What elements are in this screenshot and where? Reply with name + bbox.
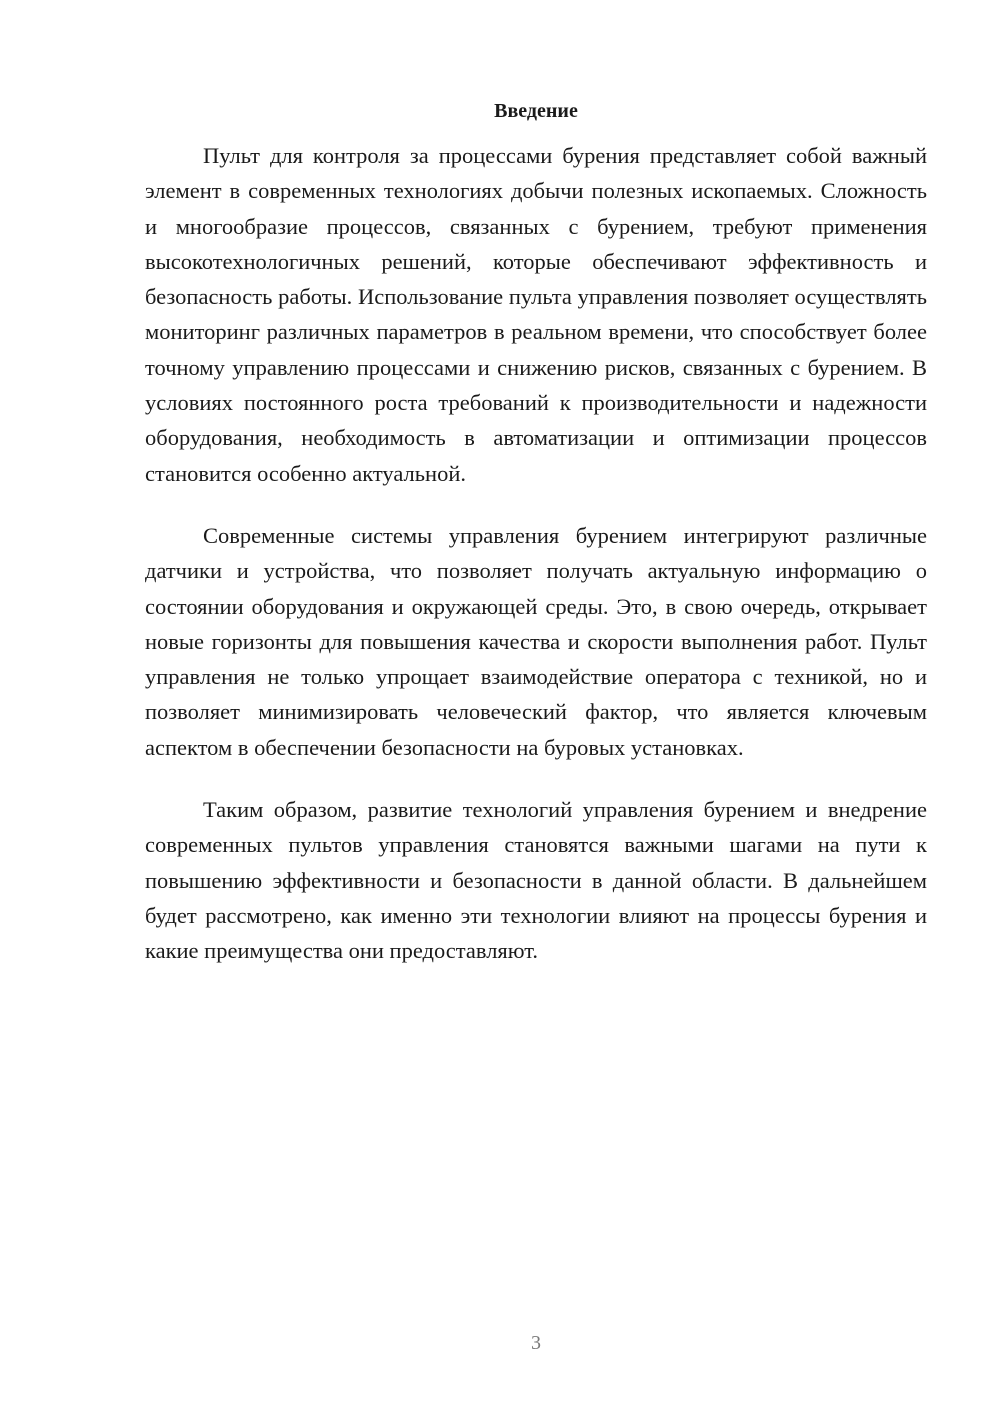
paragraph-1: Пульт для контроля за процессами бурения представляет собой важный элемент в современных технологиях добычи полезных ископаемых. Сложность и многообразие процессов, связанных с бурением, требуют применения высокотехнологичных решений, которые обеспечивают эффективность и безопасность работы. Использование пульта управления позволяет осуществлять мониторинг различных параметров в реальном времени, что способствует более точному управлению процессами и снижению рисков, связанных с бурением. В условиях постоянного роста требований к производительности и надежности оборудования, необходимость в автоматизации и оптимизации процессов становится особенно актуальной. [145, 143, 927, 486]
section-heading: Введение [494, 100, 578, 122]
page-content [145, 96, 927, 996]
paragraph-2: Современные системы управления бурением интегрируют различные датчики и устройства, что позволяет получать актуальную информацию о состоянии оборудования и окружающей среды. Это, в свою очередь, открывает новые горизонты для повышения качества и скорости выполнения работ. Пульт управления не только упрощает взаимодействие оператора с техникой, но и позволяет минимизировать человеческий фактор, что является ключевым аспектом в обеспечении безопасности на буровых установках. [145, 522, 927, 760]
paragraph-3: Таким образом, развитие технологий управления бурением и внедрение современных пультов управления становятся важными шагами на пути к повышению эффективности и безопасности в данной области. В дальнейшем будет рассмотрено, как именно эти технологии влияют на процессы бурения и какие преимущества они предоставляют. [145, 797, 927, 964]
page-number: 3 [531, 1332, 541, 1354]
